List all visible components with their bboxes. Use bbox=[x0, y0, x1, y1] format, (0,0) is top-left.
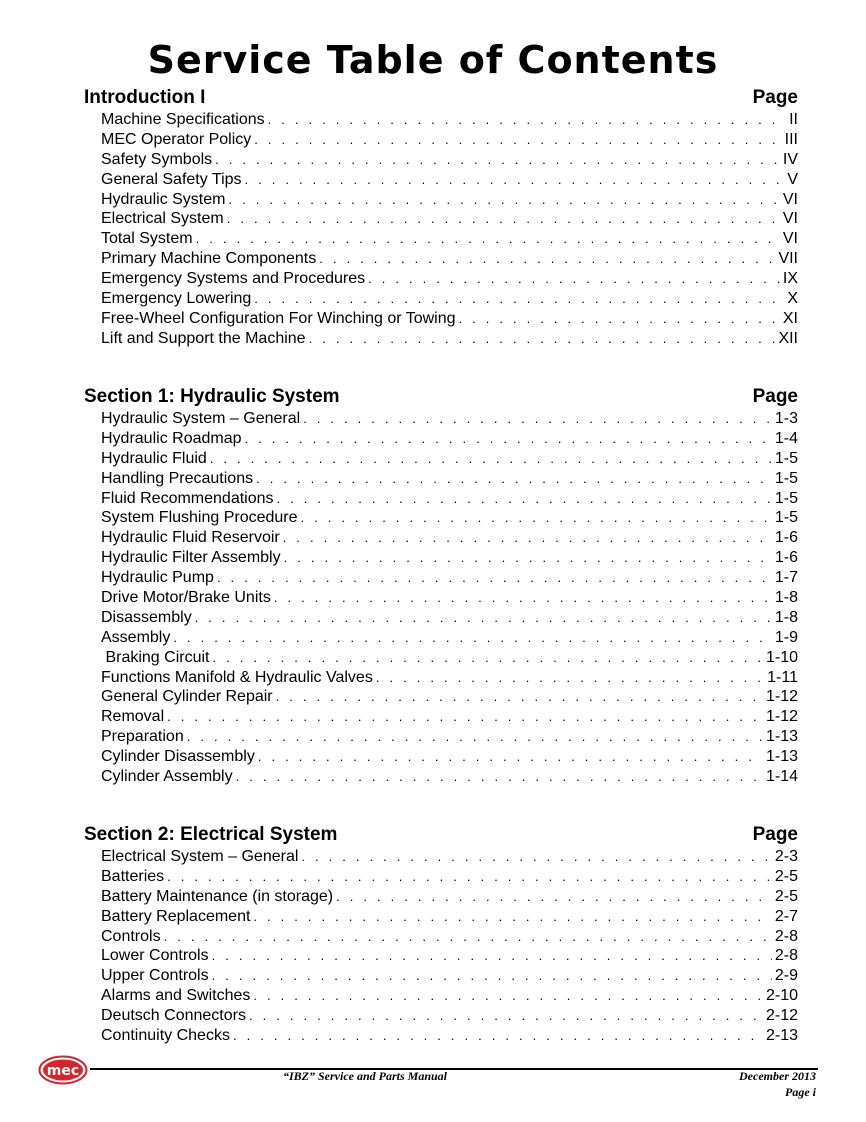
toc-entry[interactable] bbox=[101, 489, 798, 509]
dot-leader bbox=[274, 588, 772, 608]
footer-rule bbox=[90, 1068, 818, 1070]
dot-leader bbox=[253, 907, 771, 927]
section-heading-row bbox=[84, 823, 798, 847]
toc-entry-list bbox=[101, 847, 798, 1046]
dot-leader bbox=[249, 1006, 763, 1026]
toc-entry-page: 1-8 bbox=[774, 608, 798, 626]
dot-leader bbox=[376, 668, 764, 688]
toc-entry-label: Electrical System – General bbox=[101, 848, 299, 865]
toc-entry[interactable] bbox=[101, 747, 798, 767]
toc-entry-label: Braking Circuit bbox=[101, 648, 210, 666]
toc-entry-label: Hydraulic System bbox=[101, 190, 226, 208]
toc-entry-label: Assembly bbox=[101, 628, 171, 646]
section-heading: Section 1: Hydraulic System bbox=[84, 386, 340, 407]
dot-leader bbox=[212, 946, 772, 966]
dot-leader bbox=[212, 966, 772, 986]
toc-entry[interactable] bbox=[101, 867, 798, 887]
toc-entry-label: MEC Operator Policy bbox=[101, 130, 252, 148]
toc-entry-label: Preparation bbox=[101, 728, 184, 746]
toc-entry-page: 1-12 bbox=[765, 688, 798, 706]
manual-title: “IBZ” Service and Parts Manual bbox=[283, 1069, 448, 1083]
toc-entry[interactable] bbox=[101, 528, 798, 548]
toc-entry[interactable] bbox=[101, 767, 798, 787]
dot-leader bbox=[253, 986, 763, 1006]
page-column-heading: Page bbox=[752, 824, 798, 845]
toc-entry-page: VI bbox=[782, 210, 798, 228]
toc-entry[interactable] bbox=[101, 409, 798, 429]
toc-entry[interactable] bbox=[101, 946, 798, 966]
dot-leader bbox=[276, 687, 763, 707]
toc-entry-label: Hydraulic System – General bbox=[101, 410, 301, 427]
dot-leader bbox=[283, 528, 772, 548]
mec-logo bbox=[38, 1055, 88, 1085]
footer-date: December 2013 bbox=[739, 1069, 816, 1083]
toc-entry-list bbox=[101, 409, 798, 787]
dot-leader bbox=[336, 887, 772, 907]
toc-entry-page: 1-10 bbox=[765, 648, 798, 666]
dot-leader bbox=[187, 727, 763, 747]
toc-entry[interactable] bbox=[101, 628, 798, 648]
dot-leader bbox=[268, 110, 786, 130]
toc-entry[interactable] bbox=[101, 469, 798, 489]
toc-entry-page: 2-8 bbox=[774, 947, 798, 965]
dot-leader bbox=[245, 170, 785, 190]
toc-entry-label: Hydraulic Filter Assembly bbox=[101, 549, 281, 567]
toc-entry[interactable] bbox=[101, 986, 798, 1006]
dot-leader bbox=[164, 927, 772, 947]
toc-entry[interactable] bbox=[101, 887, 798, 907]
dot-leader bbox=[215, 150, 780, 170]
toc-entry-label: System Flushing Procedure bbox=[101, 509, 298, 527]
toc-entry-page: 2-3 bbox=[774, 848, 798, 865]
toc-entry[interactable] bbox=[101, 687, 798, 707]
toc-entry[interactable] bbox=[101, 289, 798, 309]
dot-leader bbox=[212, 648, 762, 668]
toc-entry-page: VI bbox=[782, 230, 798, 248]
toc-entry-label: Handling Precautions bbox=[101, 469, 254, 487]
section-heading: Introduction I bbox=[84, 87, 206, 108]
toc-entry-page: IX bbox=[782, 270, 798, 288]
dot-leader bbox=[254, 130, 781, 150]
toc-entry[interactable] bbox=[101, 170, 798, 190]
toc-entry[interactable] bbox=[101, 508, 798, 528]
section-heading: Section 2: Electrical System bbox=[84, 824, 338, 845]
toc-entry-page: 1-5 bbox=[774, 469, 798, 487]
toc-entry-label: Primary Machine Components bbox=[101, 250, 317, 268]
toc-entry[interactable] bbox=[101, 249, 798, 269]
page-column-heading: Page bbox=[752, 386, 798, 407]
dot-leader bbox=[256, 469, 772, 489]
toc-entry[interactable] bbox=[101, 130, 798, 150]
toc-entry-label: Machine Specifications bbox=[101, 111, 265, 128]
toc-entry[interactable] bbox=[101, 568, 798, 588]
toc-entry-page: 2-7 bbox=[774, 907, 798, 925]
toc-entry-page: VII bbox=[778, 250, 798, 268]
toc-entry-label: Cylinder Assembly bbox=[101, 768, 233, 786]
toc-section-electrical bbox=[84, 823, 798, 1046]
dot-leader bbox=[196, 229, 780, 249]
dot-leader bbox=[228, 190, 779, 210]
toc-entry-label: Continuity Checks bbox=[101, 1027, 230, 1045]
dot-leader bbox=[167, 707, 763, 727]
dot-leader bbox=[277, 489, 772, 509]
toc-entry-page: X bbox=[787, 290, 798, 308]
toc-entry-page: 1-3 bbox=[774, 410, 798, 427]
dot-leader bbox=[319, 249, 775, 269]
toc-entry-label: Deutsch Connectors bbox=[101, 1007, 246, 1025]
toc-entry-label: Hydraulic Pump bbox=[101, 569, 214, 587]
toc-entry-label: Hydraulic Roadmap bbox=[101, 429, 242, 447]
toc-entry-label: Battery Replacement bbox=[101, 907, 251, 925]
toc-entry-label: Emergency Lowering bbox=[101, 290, 252, 308]
toc-entry-list bbox=[101, 110, 798, 349]
toc-entry[interactable] bbox=[101, 150, 798, 170]
toc-entry-label: Total System bbox=[101, 230, 193, 248]
toc-entry-label: Upper Controls bbox=[101, 967, 209, 985]
toc-entry-page: 2-5 bbox=[774, 887, 798, 905]
toc-entry-page: 1-6 bbox=[774, 529, 798, 547]
toc-entry-page: 1-14 bbox=[765, 768, 798, 786]
toc-entry-page: 2-8 bbox=[774, 927, 798, 945]
toc-entry-label: Batteries bbox=[101, 867, 165, 885]
toc-entry-label: General Cylinder Repair bbox=[101, 688, 273, 706]
toc-entry-label: Hydraulic Fluid bbox=[101, 449, 207, 467]
toc-entry-label: Hydraulic Fluid Reservoir bbox=[101, 529, 280, 547]
toc-entry[interactable] bbox=[101, 269, 798, 289]
toc-entry[interactable] bbox=[101, 1026, 798, 1046]
dot-leader bbox=[245, 429, 772, 449]
toc-entry-page: 1-11 bbox=[767, 668, 798, 686]
toc-entry-label: Emergency Systems and Procedures bbox=[101, 270, 366, 288]
toc-entry-label: Controls bbox=[101, 927, 161, 945]
toc-entry-page: 1-12 bbox=[765, 708, 798, 726]
toc-entry[interactable] bbox=[101, 648, 798, 668]
toc-entry-page: 2-12 bbox=[765, 1007, 798, 1025]
toc-entry-page: 1-4 bbox=[774, 429, 798, 447]
toc-entry-page: 2-5 bbox=[774, 867, 798, 885]
toc-entry-page: 2-10 bbox=[765, 987, 798, 1005]
dot-leader bbox=[254, 289, 784, 309]
toc-entry[interactable] bbox=[101, 927, 798, 947]
toc-entry-label: Functions Manifold & Hydraulic Valves bbox=[101, 668, 373, 686]
toc-section-introduction bbox=[84, 86, 798, 349]
dot-leader bbox=[301, 508, 772, 528]
toc-entry[interactable] bbox=[101, 588, 798, 608]
toc-entry-label: Lower Controls bbox=[101, 947, 209, 965]
toc-entry-label: Fluid Recommendations bbox=[101, 489, 274, 507]
toc-entry-page: II bbox=[789, 111, 798, 128]
toc-entry-label: Electrical System bbox=[101, 210, 224, 228]
toc-entry-label: Removal bbox=[101, 708, 165, 726]
toc-entry[interactable] bbox=[101, 429, 798, 449]
dot-leader bbox=[173, 628, 772, 648]
toc-entry-label: Free-Wheel Configuration For Winching or Towing bbox=[101, 309, 456, 327]
toc-entry-label: Lift and Support the Machine bbox=[101, 329, 306, 347]
dot-leader bbox=[284, 548, 772, 568]
page-title: Service Table of Contents bbox=[147, 38, 719, 82]
toc-entry-page: 1-6 bbox=[774, 549, 798, 567]
dot-leader bbox=[217, 568, 772, 588]
toc-entry[interactable] bbox=[101, 727, 798, 747]
toc-entry[interactable] bbox=[101, 1006, 798, 1026]
dot-leader bbox=[303, 409, 772, 429]
toc-entry-page: 1-5 bbox=[774, 489, 798, 507]
toc-entry-label: General Safety Tips bbox=[101, 170, 242, 188]
dot-leader bbox=[258, 747, 763, 767]
page-number: Page i bbox=[785, 1085, 816, 1099]
toc-entry-page: 1-7 bbox=[774, 569, 798, 587]
section-heading-row bbox=[84, 86, 798, 110]
toc-entry-page: IV bbox=[782, 150, 798, 168]
dot-leader bbox=[233, 1026, 763, 1046]
toc-entry-page: VI bbox=[782, 190, 798, 208]
toc-entry[interactable] bbox=[101, 309, 798, 329]
toc-entry[interactable] bbox=[101, 847, 798, 867]
toc-entry-label: Safety Symbols bbox=[101, 150, 213, 168]
page-footer bbox=[38, 1055, 818, 1105]
toc-entry-page: 1-5 bbox=[774, 509, 798, 527]
toc-entry-page: 1-5 bbox=[774, 449, 798, 467]
section-heading-row bbox=[84, 385, 798, 409]
dot-leader bbox=[210, 449, 772, 469]
toc-entry-page: 1-13 bbox=[765, 728, 798, 746]
toc-entry[interactable] bbox=[101, 966, 798, 986]
dot-leader bbox=[368, 269, 780, 289]
dot-leader bbox=[195, 608, 772, 628]
dot-leader bbox=[459, 309, 780, 329]
toc-entry-page: 1-8 bbox=[774, 589, 798, 607]
toc-entry-label: Disassembly bbox=[101, 608, 192, 626]
dot-leader bbox=[309, 329, 776, 349]
toc-entry[interactable] bbox=[101, 190, 798, 210]
toc-entry[interactable] bbox=[101, 449, 798, 469]
toc-entry-page: XI bbox=[782, 309, 798, 327]
toc-entry-page: 1-13 bbox=[765, 748, 798, 766]
logo-text: mec bbox=[46, 1063, 80, 1079]
toc-entry-page: 2-9 bbox=[774, 967, 798, 985]
toc-entry-label: Alarms and Switches bbox=[101, 987, 251, 1005]
toc-entry[interactable] bbox=[101, 668, 798, 688]
dot-leader bbox=[236, 767, 763, 787]
toc-entry[interactable] bbox=[101, 110, 798, 130]
toc-entry[interactable] bbox=[101, 707, 798, 727]
toc-entry[interactable] bbox=[101, 608, 798, 628]
toc-entry-page: III bbox=[784, 130, 798, 148]
toc-entry[interactable] bbox=[101, 329, 798, 349]
page-column-heading: Page bbox=[752, 87, 798, 108]
toc-entry[interactable] bbox=[101, 907, 798, 927]
dot-leader bbox=[167, 867, 772, 887]
dot-leader bbox=[301, 847, 771, 867]
toc-entry-label: Drive Motor/Brake Units bbox=[101, 589, 271, 607]
toc-entry-label: Cylinder Disassembly bbox=[101, 748, 255, 766]
toc-entry-page: 1-9 bbox=[774, 628, 798, 646]
toc-entry-page: 2-13 bbox=[765, 1027, 798, 1045]
toc-entry[interactable] bbox=[101, 548, 798, 568]
dot-leader bbox=[227, 209, 780, 229]
toc-entry-page: V bbox=[787, 170, 798, 188]
toc-entry[interactable] bbox=[101, 209, 798, 229]
toc-entry-page: XII bbox=[778, 329, 798, 347]
toc-section-hydraulic bbox=[84, 385, 798, 787]
toc-entry[interactable] bbox=[101, 229, 798, 249]
toc-entry-label: Battery Maintenance (in storage) bbox=[101, 887, 334, 905]
